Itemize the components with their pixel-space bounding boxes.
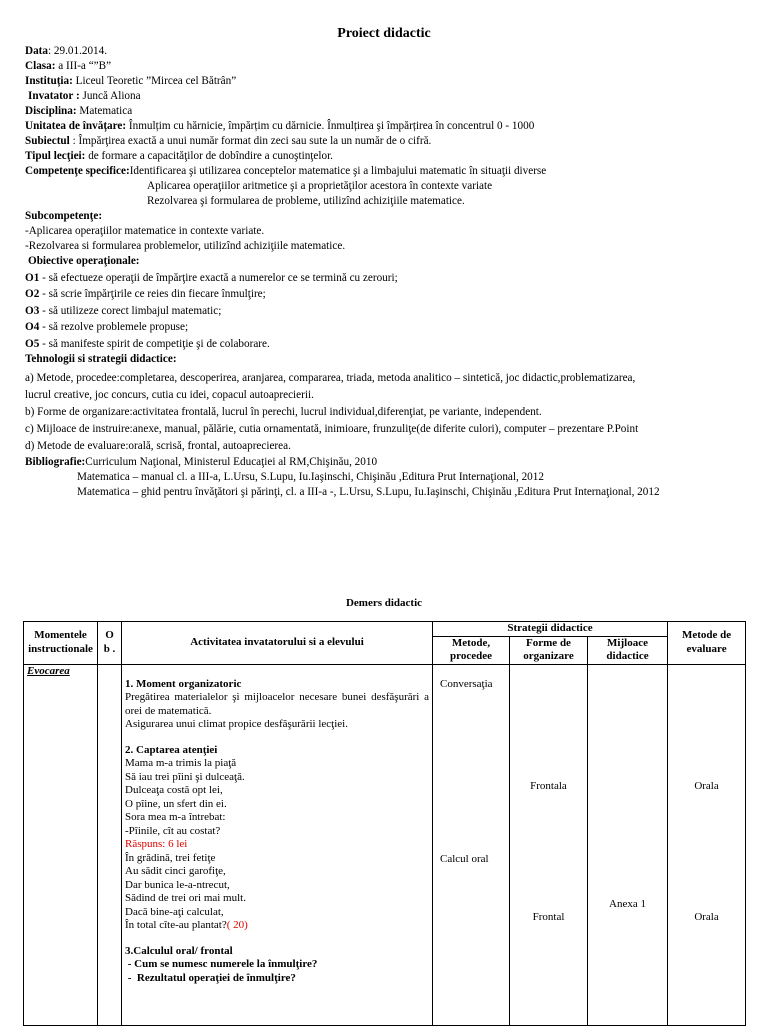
subiectul-label: Subiectul <box>25 135 70 147</box>
header-mijloace: Mijloace didactice <box>588 636 668 664</box>
invatator-value: Juncă Aliona <box>79 90 141 102</box>
evaluare-orala-2: Orala <box>694 910 719 923</box>
tipul-label: Tipul lecţiei: <box>25 150 86 162</box>
tehnologii-label: Tehnologii si strategii didactice: <box>25 352 177 365</box>
metode-calcul-oral: Calcul oral <box>440 852 489 865</box>
activitatea-cell <box>122 664 433 1025</box>
poem-line: O pîine, un sfert din ei. <box>125 797 227 810</box>
s1-line-1: Pregătirea materialelor şi mijloacelor necesare bunei desfăşurări a orei de matematică. <box>125 691 429 717</box>
demers-title: Demers didactic <box>345 597 423 609</box>
header-strategii: Strategii didactice <box>433 622 668 637</box>
poem-last: În total cîte-au plantat? <box>125 919 227 931</box>
metode-cell <box>433 664 510 1025</box>
raspuns-line: Răspuns: 6 lei <box>125 838 188 850</box>
poem-line: -Pîinile, cît au costat? <box>125 824 221 837</box>
bibliografie-label: Bibliografie: <box>25 455 86 468</box>
disciplina-label: Disciplina: <box>25 105 77 117</box>
poem-line: Să iau trei pîini şi dulceaţă. <box>125 770 245 783</box>
invatator-line <box>25 89 750 104</box>
bibliografie-2: Matematica – manual cl. a III-a, L.Ursu, S.Lupu, Iu.Iaşinschi, Chişinău ,Editura Prut Internaţional, 2012 <box>77 470 544 483</box>
header-evaluare: Metode de evaluare <box>668 622 746 665</box>
page-title: Proiect didactic <box>337 26 431 41</box>
poem-line: Sora mea m-a întrebat: <box>125 811 226 823</box>
tehnologii-a-cont: lucrul creative, joc concurs, cutia cu idei, copacul autoaprecierii. <box>25 388 314 401</box>
subcompetenta-1: -Aplicarea operaţiilor matematice in contexte variate. <box>25 225 265 237</box>
poem-line: În grădină, trei fetiţe <box>125 851 216 864</box>
subiectul-line <box>25 134 750 149</box>
moment-evocarea: Evocarea <box>27 664 70 677</box>
institutia-label: Instituția: <box>25 75 73 87</box>
bibliografie-line <box>25 455 750 470</box>
s1-title: 1. Moment organizatoric <box>125 677 242 690</box>
evaluare-orala-1: Orala <box>694 779 719 792</box>
s3-line-2: - Rezultatul operaţiei de înmulţire? <box>125 971 296 984</box>
competenta-1: Identificarea şi utilizarea conceptelor matematice şi a limbajului matematic în situaţii diverse <box>129 165 547 177</box>
obiectiv-1 <box>25 271 750 286</box>
invatator-label: Invatator : <box>28 90 80 102</box>
tehnologii-c: c) Mijloace de instruire:anexe, manual, pălărie, cutia ornamentată, inimioare, frunzuliţe(de diferite culori), computer – prezentare P.Point <box>25 422 639 435</box>
institutia-line <box>25 74 750 89</box>
obiectiv-code: O5 <box>25 337 40 350</box>
tehnologii-d: d) Metode de evaluare:orală, scrisă, frontal, autoaprecierea. <box>25 439 291 452</box>
forme-frontala: Frontala <box>530 779 567 792</box>
tipul-line <box>25 149 750 164</box>
moment-cell <box>24 664 98 1025</box>
s3-title: 3.Calculul oral/ frontal <box>125 944 233 957</box>
unitatea-label: Unitatea de învățare: <box>25 120 127 132</box>
poem-last-line <box>125 919 429 933</box>
tehnologii-b: b) Forme de organizare:activitatea frontală, lucrul în perechi, lucrul individual,diferenţiat, pe variante, independent. <box>25 405 542 418</box>
tipul-value: de formare a capacităţilor de dobîndire a cunoştinţelor. <box>85 150 333 162</box>
evaluare-cell <box>668 664 746 1025</box>
disciplina-line <box>25 104 750 119</box>
clasa-value: a III-a “”B” <box>55 60 112 72</box>
bibliografie-3: Matematica – ghid pentru învăţători şi părinţi, cl. a III-a -, L.Ursu, S.Lupu, Iu.Iaşinschi, Chişinău ,Editura Prut Internaţional, 2012 <box>77 485 660 498</box>
competenta-3: Rezolvarea şi formularea de probleme, utilizînd achiziţiile matematice. <box>147 195 465 207</box>
forme-frontal: Frontal <box>532 910 565 923</box>
disciplina-value: Matematica <box>76 105 133 117</box>
obiectiv-4 <box>25 320 750 335</box>
competente-label: Competenţe specifice: <box>25 165 130 177</box>
obiectiv-5 <box>25 337 750 352</box>
forme-cell <box>510 664 588 1025</box>
obiectiv-text: - să manifeste spirit de competiţie şi de colaborare. <box>39 337 270 350</box>
mijloace-anexa: Anexa 1 <box>609 897 646 910</box>
data-label: Data <box>25 45 48 57</box>
obiectiv-code: O2 <box>25 288 40 300</box>
obiectiv-text: - să utilizeze corect limbajul matematic; <box>39 304 222 317</box>
subcompetente-label: Subcompetenţe: <box>25 210 103 222</box>
header-ob: O b . <box>98 622 122 665</box>
poem-line: Dar bunica le-a-ntrecut, <box>125 878 230 891</box>
data-line <box>25 44 750 59</box>
ob-cell <box>98 664 122 1025</box>
data-value: : 29.01.2014. <box>48 45 108 57</box>
poem-line: Dulceaţa costă opt lei, <box>125 784 223 796</box>
obiective-label: Obiective operaţionale: <box>28 255 140 267</box>
header-forme: Forme de organizare <box>510 636 588 664</box>
obiectiv-code: O1 <box>25 271 40 284</box>
mijloace-cell <box>588 664 668 1025</box>
obiectiv-text: - să rezolve problemele propuse; <box>39 321 189 333</box>
bibliografie-1: Curriculum Naţional, Ministerul Educaţiei al RM,Chişinău, 2010 <box>85 455 378 468</box>
s2-title: 2. Captarea atenţiei <box>125 743 218 756</box>
poem-line: Mama m-a trimis la piaţă <box>125 757 237 769</box>
poem-line: Dacă bine-aţi calculat, <box>125 905 224 918</box>
competenta-2: Aplicarea operaţiilor aritmetice şi a proprietăţilor acestora în contexte variate <box>147 180 493 192</box>
subiectul-value: : Împărţirea exactă a unui număr format din zeci sau sute la un număr de o cifră. <box>69 135 432 147</box>
header-activitatea: Activitatea invatatorului si a elevului <box>122 622 433 665</box>
obiectiv-3 <box>25 304 750 319</box>
obiectiv-2 <box>25 287 750 302</box>
unitatea-line <box>25 119 750 134</box>
demers-table <box>23 621 746 1026</box>
poem-line: Au sădit cinci garofiţe, <box>125 865 226 877</box>
metode-conversatia: Conversaţia <box>440 677 493 690</box>
obiectiv-code: O4 <box>25 321 40 333</box>
tehnologii-a: a) Metode, procedee:completarea, descoperirea, aranjarea, compararea, triada, metoda analitico – sintetică, joc didactic,problematizarea, <box>25 371 636 384</box>
institutia-value: Liceul Teoretic ”Mircea cel Bătrân” <box>72 75 237 87</box>
poem-last-answer: ( 20) <box>226 919 248 931</box>
unitatea-value: Înmulțim cu hărnicie, împărțim cu dărnicie. Înmulțirea şi împărțirea în concentrul 0 - 1000 <box>126 120 535 132</box>
table-row <box>24 664 746 1025</box>
obiectiv-text: - să efectueze operaţii de împărţire exactă a numerelor ce se termină cu zerouri; <box>39 271 398 284</box>
project-header <box>25 44 750 500</box>
s3-line-1: - Cum se numesc numerele la înmulţire? <box>125 958 318 970</box>
obiectiv-text: - să scrie împărţirile ce reies din fiecare înmulţire; <box>39 288 266 300</box>
header-momente: Momentele instructionale <box>24 622 98 665</box>
clasa-line <box>25 59 750 74</box>
obiectiv-code: O3 <box>25 304 40 317</box>
header-metode: Metode, procedee <box>433 636 510 664</box>
competente-line <box>25 164 750 179</box>
s1-line-2: Asigurarea unui climat propice desfăşurării lecţiei. <box>125 718 348 730</box>
subcompetenta-2: -Rezolvarea si formularea problemelor, utilizînd achiziţiile matematice. <box>25 240 346 252</box>
poem-line: Sădind de trei ori mai mult. <box>125 892 246 904</box>
clasa-label: Clasa: <box>25 60 56 72</box>
